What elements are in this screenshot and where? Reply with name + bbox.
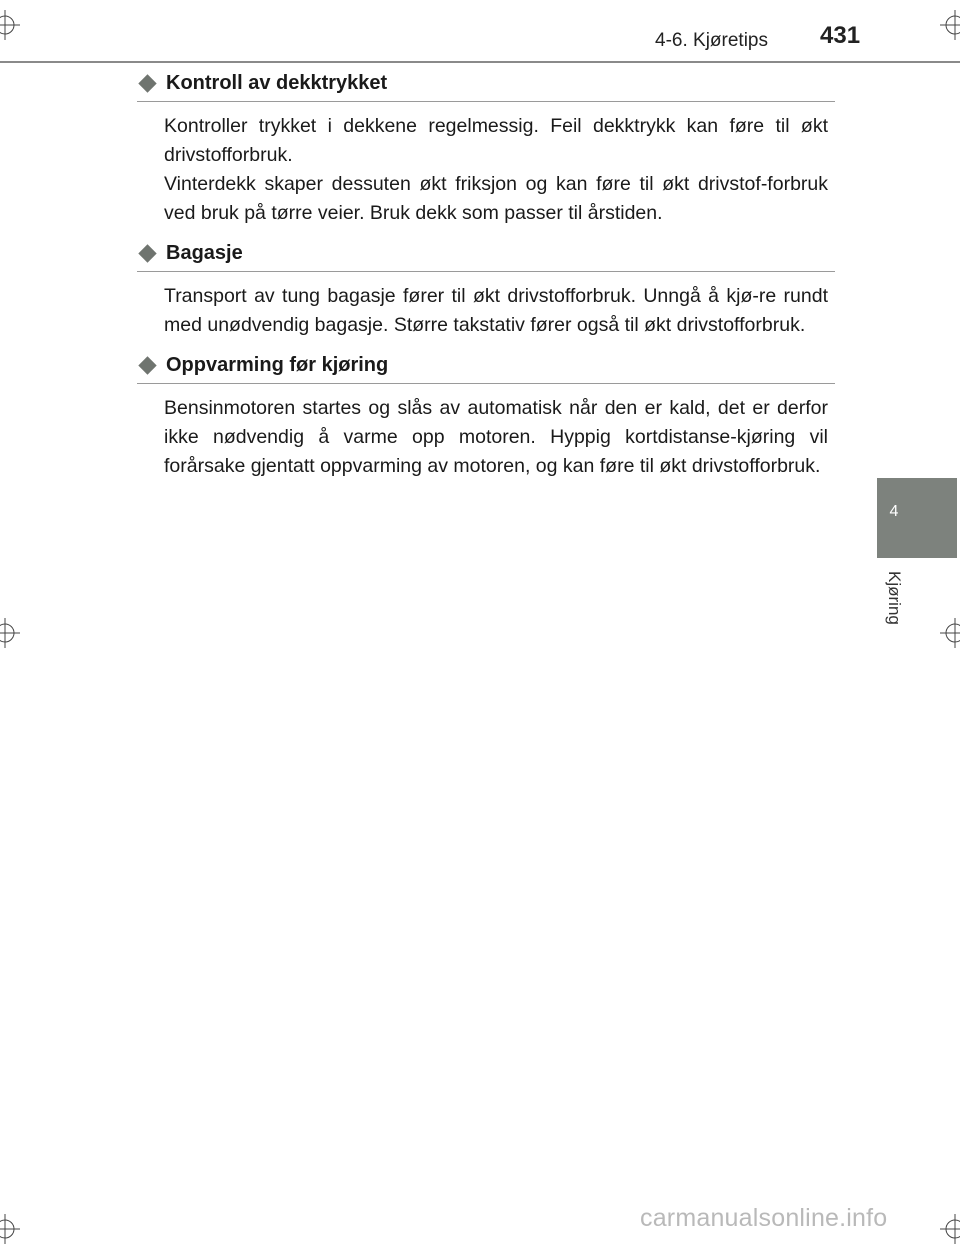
- page-number: 431: [820, 22, 861, 49]
- section-luggage: [137, 240, 835, 340]
- diamond-bullet-icon: [138, 244, 156, 262]
- section-body: [164, 282, 828, 340]
- section-heading: [137, 352, 835, 384]
- chapter-tab-number: 4: [889, 503, 899, 520]
- section-body: [164, 112, 828, 228]
- section-tire-pressure: [137, 70, 835, 228]
- paragraph: Vinterdekk skaper dessuten økt friksjon og kan føre til økt drivstof-forbruk ved bruk på tørre veier. Bruk dekk som passer til årstiden.: [164, 173, 828, 224]
- section-title: Kontroll av dekktrykket: [166, 72, 388, 94]
- section-title: Bagasje: [166, 242, 243, 264]
- section-heading: [137, 70, 835, 102]
- section-title: Oppvarming før kjøring: [166, 354, 389, 376]
- diamond-bullet-icon: [138, 356, 156, 374]
- header-divider: [0, 61, 960, 63]
- crop-mark-top-left-icon: [0, 10, 22, 40]
- paragraph: Bensinmotoren startes og slås av automatisk når den er kald, det er derfor ikke nødvendig å varme opp motoren. Hyppig kortdistanse-kjøring vil forårsake gjentatt oppvarming av motoren, og kan føre til økt drivstofforbruk.: [164, 397, 828, 477]
- watermark-text: carmanualsonline.info: [640, 1204, 888, 1232]
- chapter-tab-label: Kjøring: [885, 571, 904, 625]
- crop-mark-bottom-left-icon: [0, 1214, 22, 1244]
- paragraph: Kontroller trykket i dekkene regelmessig. Feil dekktrykk kan føre til økt drivstofforbruk.: [164, 115, 828, 166]
- paragraph: Transport av tung bagasje fører til økt drivstofforbruk. Unngå å kjø-re rundt med unødvendig bagasje. Større takstativ fører også til økt drivstofforbruk.: [164, 285, 828, 336]
- crop-mark-top-right-icon: [938, 10, 960, 40]
- header-section-title: 4-6. Kjøretips: [655, 30, 768, 51]
- section-heading: [137, 240, 835, 272]
- crop-mark-mid-left-icon: [0, 618, 22, 648]
- diamond-bullet-icon: [138, 74, 156, 92]
- crop-mark-mid-right-icon: [938, 618, 960, 648]
- crop-mark-bottom-right-icon: [938, 1214, 960, 1244]
- section-warm-up: [137, 352, 835, 481]
- page-content: [137, 70, 835, 493]
- section-body: [164, 394, 828, 481]
